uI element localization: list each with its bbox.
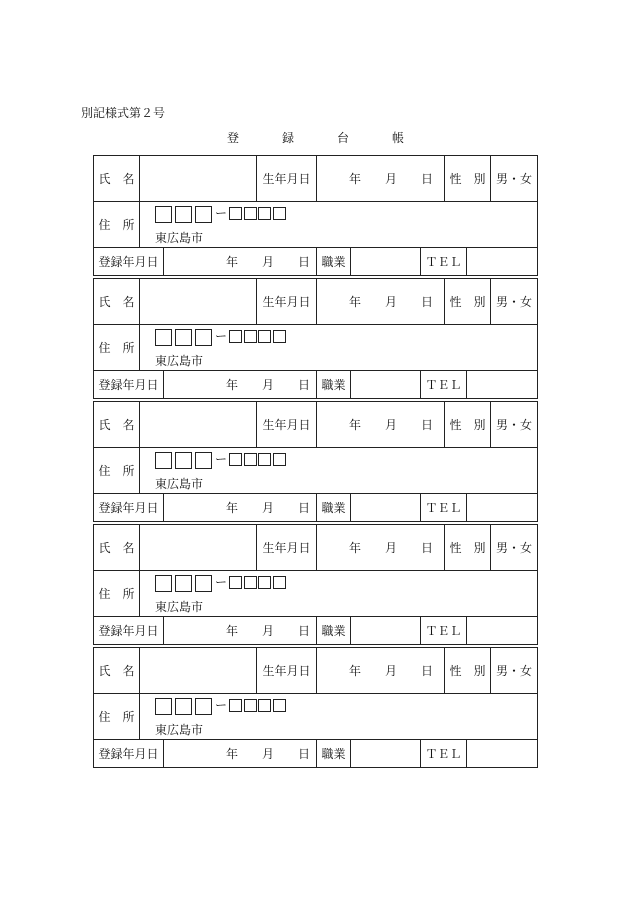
- postal-box: [229, 576, 242, 589]
- birthdate-label: 生年月日: [257, 402, 317, 447]
- name-cell: [140, 402, 257, 447]
- occupation-cell: [351, 371, 421, 398]
- postal-box: [273, 207, 286, 220]
- registration-date-cell: 年 月 日: [164, 371, 317, 398]
- registration-date-cell: 年 月 日: [164, 617, 317, 644]
- address-label: 住 所: [94, 694, 140, 739]
- birthdate-cell: 年 月 日: [317, 525, 445, 570]
- name-row: [94, 402, 537, 448]
- postal-box: [155, 329, 172, 346]
- address-cell: [140, 325, 537, 370]
- birthdate-label: 生年月日: [257, 279, 317, 324]
- registration-date-label: 登録年月日: [94, 740, 164, 767]
- postal-box: [273, 330, 286, 343]
- registration-row: [94, 617, 537, 644]
- tel-cell: [467, 740, 537, 767]
- postal-box: [258, 453, 271, 466]
- record-block: [93, 278, 538, 399]
- tel-cell: [467, 617, 537, 644]
- record-block: [93, 647, 538, 768]
- record-block: [93, 155, 538, 276]
- sex-options: 男・女: [495, 417, 532, 432]
- name-label: 氏 名: [94, 648, 140, 693]
- address-label: 住 所: [94, 571, 140, 616]
- registration-row: [94, 248, 537, 275]
- postal-box: [175, 575, 192, 592]
- postal-separator: ー: [215, 206, 228, 220]
- registration-date-cell: 年 月 日: [164, 494, 317, 521]
- name-row: [94, 648, 537, 694]
- city-name: 東広島市: [155, 231, 204, 245]
- document-title: 登録台帳: [227, 131, 448, 145]
- postal-box: [273, 699, 286, 712]
- sex-label: 性 別: [445, 648, 491, 693]
- postal-box: [155, 206, 172, 223]
- occupation-cell: [351, 248, 421, 275]
- postal-suffix-boxes: [228, 206, 286, 220]
- postal-box: [258, 576, 271, 589]
- postal-box: [175, 329, 192, 346]
- record-block: [93, 401, 538, 522]
- address-row: [94, 571, 537, 617]
- name-label: 氏 名: [94, 156, 140, 201]
- address-row: [94, 325, 537, 371]
- tel-cell: [467, 494, 537, 521]
- occupation-cell: [351, 740, 421, 767]
- postal-box: [258, 330, 271, 343]
- postal-box: [244, 330, 257, 343]
- postal-box: [244, 207, 257, 220]
- postal-box: [175, 206, 192, 223]
- postal-box: [229, 699, 242, 712]
- postal-separator: ー: [215, 698, 228, 712]
- registration-row: [94, 740, 537, 767]
- postal-box: [155, 452, 172, 469]
- address-row: [94, 202, 537, 248]
- postal-suffix-boxes: [228, 452, 286, 466]
- postal-suffix-boxes: [228, 329, 286, 343]
- postal-suffix-boxes: [228, 698, 286, 712]
- birthdate-cell: 年 月 日: [317, 402, 445, 447]
- form-number: 別記様式第２号: [81, 106, 166, 120]
- postal-box: [195, 698, 212, 715]
- postal-box: [195, 329, 212, 346]
- postal-box: [155, 575, 172, 592]
- tel-label: ＴＥＬ: [421, 494, 467, 521]
- registration-date-label: 登録年月日: [94, 617, 164, 644]
- tel-label: ＴＥＬ: [421, 371, 467, 398]
- tel-label: ＴＥＬ: [421, 248, 467, 275]
- postal-box: [229, 207, 242, 220]
- postal-code-boxes: [155, 575, 286, 592]
- address-label: 住 所: [94, 202, 140, 247]
- registration-date-label: 登録年月日: [94, 248, 164, 275]
- postal-prefix-boxes: [155, 698, 215, 715]
- tel-label: ＴＥＬ: [421, 617, 467, 644]
- tel-cell: [467, 371, 537, 398]
- postal-box: [244, 453, 257, 466]
- birthdate-label: 生年月日: [257, 525, 317, 570]
- registry-table: [93, 155, 538, 768]
- postal-prefix-boxes: [155, 452, 215, 469]
- name-label: 氏 名: [94, 525, 140, 570]
- registration-date-cell: 年 月 日: [164, 740, 317, 767]
- record-block: [93, 524, 538, 645]
- postal-box: [175, 452, 192, 469]
- name-cell: [140, 279, 257, 324]
- occupation-label: 職業: [317, 371, 351, 398]
- occupation-label: 職業: [317, 494, 351, 521]
- name-cell: [140, 648, 257, 693]
- birthdate-cell: 年 月 日: [317, 156, 445, 201]
- sex-options: 男・女: [495, 294, 532, 309]
- address-label: 住 所: [94, 325, 140, 370]
- postal-separator: ー: [215, 329, 228, 343]
- address-cell: [140, 202, 537, 247]
- sex-options: 男・女: [495, 663, 532, 678]
- registration-date-label: 登録年月日: [94, 371, 164, 398]
- postal-prefix-boxes: [155, 575, 215, 592]
- tel-cell: [467, 248, 537, 275]
- sex-label: 性 別: [445, 156, 491, 201]
- postal-box: [175, 698, 192, 715]
- postal-separator: ー: [215, 575, 228, 589]
- postal-box: [273, 576, 286, 589]
- name-label: 氏 名: [94, 279, 140, 324]
- registration-row: [94, 494, 537, 521]
- postal-box: [195, 575, 212, 592]
- registration-row: [94, 371, 537, 398]
- name-cell: [140, 525, 257, 570]
- sex-label: 性 別: [445, 402, 491, 447]
- occupation-label: 職業: [317, 740, 351, 767]
- address-cell: [140, 694, 537, 739]
- sex-options: 男・女: [495, 171, 532, 186]
- tel-label: ＴＥＬ: [421, 740, 467, 767]
- postal-code-boxes: [155, 329, 286, 346]
- city-name: 東広島市: [155, 723, 204, 737]
- postal-separator: ー: [215, 452, 228, 466]
- postal-box: [244, 576, 257, 589]
- name-label: 氏 名: [94, 402, 140, 447]
- postal-box: [244, 699, 257, 712]
- postal-box: [273, 453, 286, 466]
- occupation-label: 職業: [317, 248, 351, 275]
- sex-label: 性 別: [445, 279, 491, 324]
- address-row: [94, 448, 537, 494]
- address-label: 住 所: [94, 448, 140, 493]
- city-name: 東広島市: [155, 477, 204, 491]
- postal-prefix-boxes: [155, 329, 215, 346]
- name-row: [94, 525, 537, 571]
- name-cell: [140, 156, 257, 201]
- postal-suffix-boxes: [228, 575, 286, 589]
- postal-code-boxes: [155, 452, 286, 469]
- postal-code-boxes: [155, 206, 286, 223]
- occupation-cell: [351, 494, 421, 521]
- birthdate-label: 生年月日: [257, 156, 317, 201]
- city-name: 東広島市: [155, 354, 204, 368]
- postal-prefix-boxes: [155, 206, 215, 223]
- city-name: 東広島市: [155, 600, 204, 614]
- registration-date-cell: 年 月 日: [164, 248, 317, 275]
- postal-code-boxes: [155, 698, 286, 715]
- postal-box: [229, 453, 242, 466]
- occupation-cell: [351, 617, 421, 644]
- address-cell: [140, 448, 537, 493]
- address-row: [94, 694, 537, 740]
- name-row: [94, 279, 537, 325]
- postal-box: [155, 698, 172, 715]
- sex-label: 性 別: [445, 525, 491, 570]
- birthdate-label: 生年月日: [257, 648, 317, 693]
- registration-date-label: 登録年月日: [94, 494, 164, 521]
- name-row: [94, 156, 537, 202]
- postal-box: [229, 330, 242, 343]
- postal-box: [195, 452, 212, 469]
- birthdate-cell: 年 月 日: [317, 279, 445, 324]
- occupation-label: 職業: [317, 617, 351, 644]
- postal-box: [258, 207, 271, 220]
- address-cell: [140, 571, 537, 616]
- postal-box: [195, 206, 212, 223]
- birthdate-cell: 年 月 日: [317, 648, 445, 693]
- sex-options: 男・女: [495, 540, 532, 555]
- postal-box: [258, 699, 271, 712]
